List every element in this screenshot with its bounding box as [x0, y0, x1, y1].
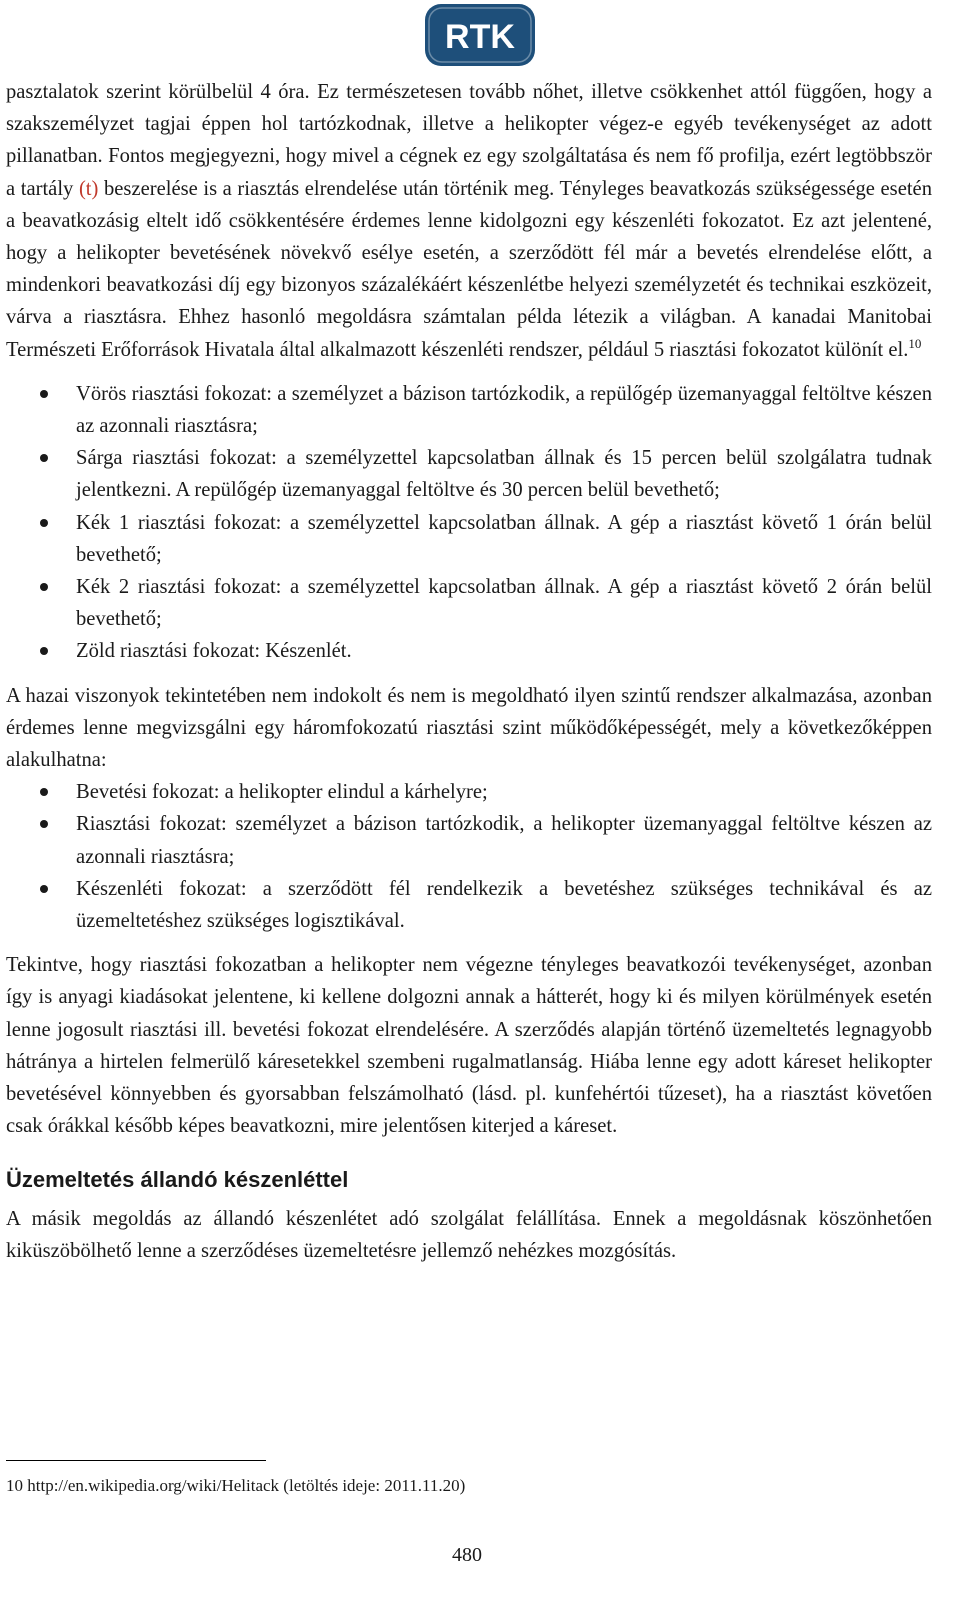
list-item: Kék 2 riasztási fokozat: a személyzettel kapcsolatban állnak. A gép a riasztást követő 2 órán belül bevethető;: [6, 571, 932, 635]
page-body: [6, 76, 932, 1267]
list-item: Készenléti fokozat: a szerződött fél rendelkezik a bevetéshez szükséges technikával és az üzemeltetéshez szükséges logisztikával.: [6, 873, 932, 937]
paragraph-3: Tekintve, hogy riasztási fokozatban a helikopter nem végezne tényleges beavatkozói tevékenységet, azonban így is anyagi kiadásokat jelentene, ki kellene dolgozni annak a hátterét, hogy ki és milyen körülmények esetén lenne jogosult riasztási ill. bevetési fokozat elrendelésére. A szerződés alapján történő üzemeltetés legnagyobb hátránya a hirtelen felmerülő káresetekkel szembeni rugalmatlanság. Hiába lenne egy adott káreset helikopter bevetésével könnyebben és gyorsabban felszámolható (lásd. pl. kunfehértói tűzeset), ha a riasztást követően csak órákkal később képes beavatkozni, mire jelentősen kiterjed a káreset.: [6, 954, 932, 1138]
paragraph-4: A másik megoldás az állandó készenlétet adó szolgálat felállítása. Ennek a megoldásnak köszönhetően kiküszöbölhető lenne a szerződéses üzemeltetésre jellemző nehézkes mozgósítás.: [6, 1207, 932, 1262]
footnote-divider: [6, 1460, 266, 1461]
list-item: Zöld riasztási fokozat: Készenlét.: [6, 635, 932, 667]
logo-text: RTK: [445, 18, 515, 56]
three-level-list: [6, 776, 932, 937]
list-item: Sárga riasztási fokozat: a személyzettel kapcsolatban állnak és 15 percen belül szolgálatra tudnak jelentkezni. A repülőgép üzemanyaggal feltöltve és 30 percen belül bevethető;: [6, 442, 932, 506]
list-item: Vörös riasztási fokozat: a személyzet a bázison tartózkodik, a repülőgép üzemanyaggal feltöltve készen az azonnali riasztásra;: [6, 378, 932, 442]
list-item: Kék 1 riasztási fokozat: a személyzettel kapcsolatban állnak. A gép a riasztást követő 1 órán belül bevethető;: [6, 507, 932, 571]
footnote: 10 http://en.wikipedia.org/wiki/Helitack (letöltés ideje: 2011.11.20): [6, 1476, 466, 1495]
list-item: Bevetési fokozat: a helikopter elindul a kárhelyre;: [6, 776, 932, 808]
alert-levels-list: [6, 378, 932, 668]
list-item: Riasztási fokozat: személyzet a bázison tartózkodik, a helikopter üzemanyaggal feltöltve készen az azonnali riasztásra;: [6, 808, 932, 872]
page-number: 480: [452, 1544, 482, 1566]
tank-reference: (t): [78, 177, 99, 200]
section-heading: Üzemeltetés állandó készenléttel: [6, 1166, 349, 1192]
footnote-ref[interactable]: 10: [908, 335, 922, 351]
paragraph-2: A hazai viszonyok tekintetében nem indokolt és nem is megoldható ilyen szintű rendszer alkalmazása, azonban érdemes lenne megvizsgálni egy háromfokozatú riasztási szint működőképességét, mely a következőképpen alakulhatna:: [6, 684, 932, 772]
rtk-logo: [423, 2, 537, 68]
paragraph-1: pasztalatok szerint körülbelül 4 óra. Ez természetesen tovább nőhet, illetve csökkenhet attól függően, hogy a szakszemélyzet tagjai éppen hol tartózkodnak, illetve a helikopter végez-e egyéb tevékenységet az adott pillanatban. Fontos megjegyezni, hogy mivel a cégnek ez egy szolgáltatása és nem fő profilja, ezért legtöbbször a tartály (t) beszerelése is a riasztás elrendelése után történik meg. Tényleges beavatkozás szükségessége esetén a beavatkozásig eltelt idő csökkentésére érdemes lenne kidolgozni egy készenléti fokozatot. Ez azt jelentené, hogy a helikopter bevetésének növekvő esélye esetén, a szerződött fél már a bevetés elrendelése előtt, a mindenkori beavatkozási díj egy bizonyos százalékáért készenlétbe helyezi személyzetét és technikai eszközeit, várva a riasztásra. Ehhez hasonló megoldásra számtalan példa létezik a világban. A kanadai Manitobai Természeti Erőforrások Hivatala által alkalmazott készenléti rendszer, például 5 riasztási fokozatot különít el.$^{10}$: [6, 81, 932, 361]
